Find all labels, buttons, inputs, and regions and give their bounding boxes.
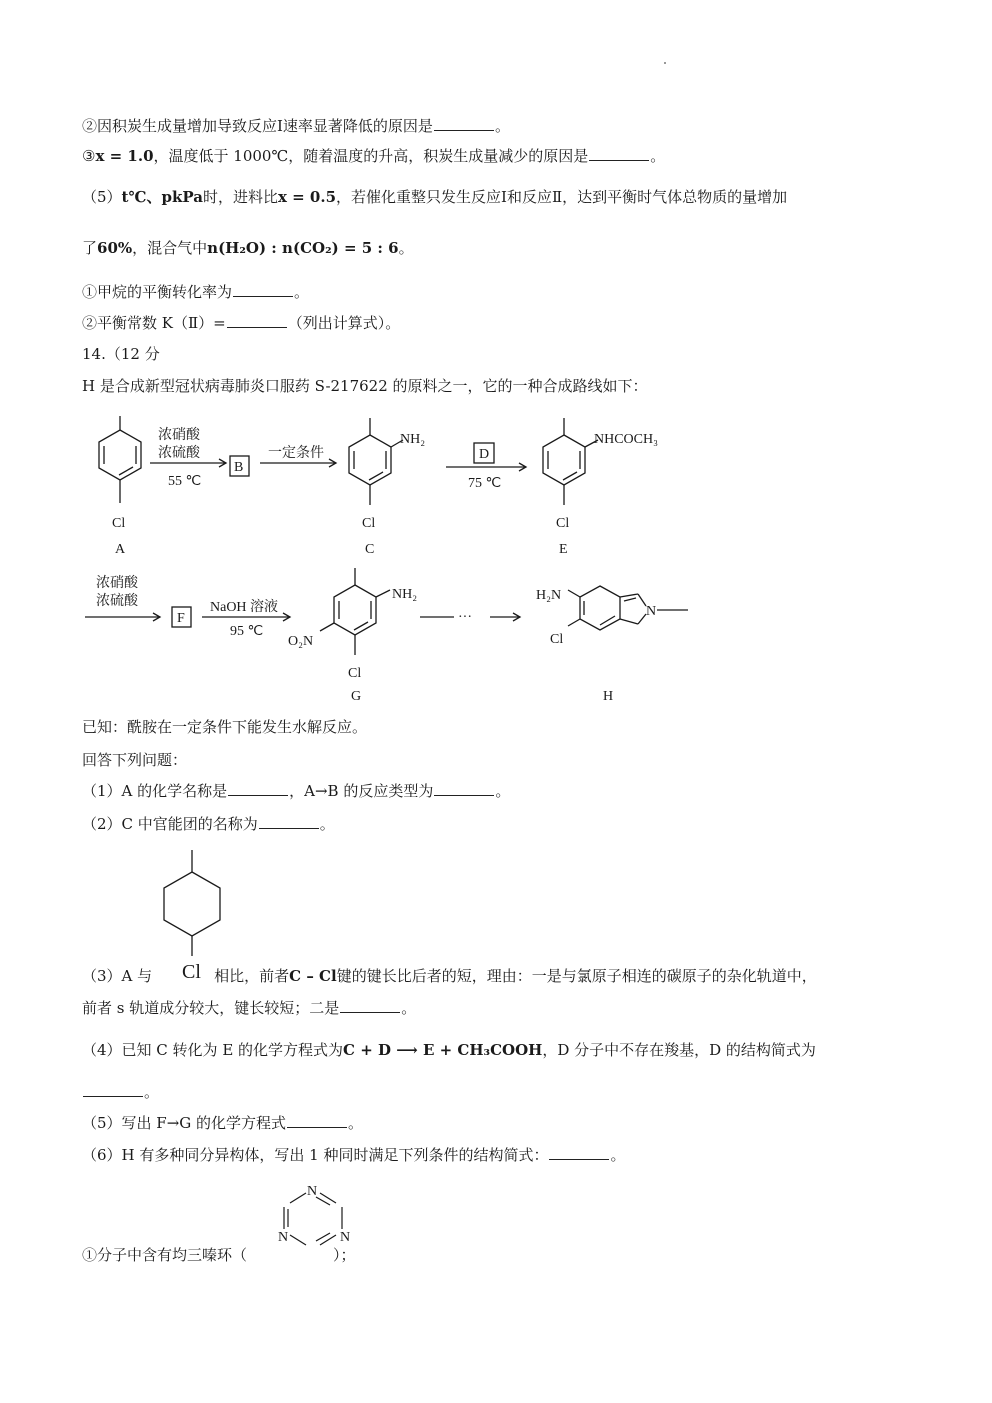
temp-95: 95 ℃ xyxy=(230,624,264,639)
g-nh2: NH₂ xyxy=(392,587,418,602)
q13-line2: ②因积炭生成量增加导致反应Ⅰ速率显著降低的原因是 。 xyxy=(82,117,510,135)
reagent-hno3: 浓硝酸 xyxy=(158,428,200,443)
q14-part2: （2）C 中官能团的名称为 。 xyxy=(82,815,335,833)
q13-line3: ③x = 1.0，温度低于 1000℃，随着温度的升高，积炭生成量减少的原因是 。 xyxy=(82,147,666,165)
molecule-e xyxy=(543,418,598,505)
answer-blank[interactable] xyxy=(228,781,288,796)
triazine-n-left: N xyxy=(278,1230,289,1245)
reagent-h2so4: 浓硫酸 xyxy=(158,446,200,461)
box-d-label: D xyxy=(479,447,490,462)
q14-cond1: ①分子中含有均三嗪环（ ）； xyxy=(82,1246,356,1264)
q14-part1: （1）A 的化学名称是 ，A→B 的反应类型为 。 xyxy=(82,782,511,800)
q14-part4: （4）已知 C 转化为 E 的化学方程式为C + D ⟶ E + CH₃COOH，D 分子中不存在羧基，D 的结构简式为 xyxy=(82,1041,816,1059)
scan-speck xyxy=(664,62,666,64)
answer-blank[interactable] xyxy=(259,814,319,829)
q13-part5-q2: ②平衡常数 K（Ⅱ）= （列出计算式）。 xyxy=(82,314,401,332)
synthesis-scheme xyxy=(80,405,720,705)
reagent-h2so4-2: 浓硫酸 xyxy=(96,594,138,609)
molecule-a xyxy=(99,416,141,503)
temp-55: 55 ℃ xyxy=(168,474,202,489)
label-g: G xyxy=(351,689,362,704)
c-cl: Cl xyxy=(362,516,376,531)
answer-blank[interactable] xyxy=(549,1145,609,1160)
q14-part5: （5）写出 F→G 的化学方程式 。 xyxy=(82,1114,364,1132)
answer-blank[interactable] xyxy=(340,998,400,1013)
label-e: E xyxy=(559,542,568,557)
cond-certain: 一定条件 xyxy=(268,446,324,461)
answer-blank[interactable] xyxy=(227,313,287,328)
answer-blank[interactable] xyxy=(434,116,494,131)
answer-blank[interactable] xyxy=(589,146,649,161)
naoh-solution: NaOH 溶液 xyxy=(210,600,279,615)
molecule-h xyxy=(568,586,688,630)
answer-blank[interactable] xyxy=(434,781,494,796)
q14-known: 已知：酰胺在一定条件下能发生水解反应。 xyxy=(82,718,368,736)
h-cl: Cl xyxy=(550,632,564,647)
label-c: C xyxy=(365,542,375,557)
q14-answer-prompt: 回答下列问题： xyxy=(82,751,188,769)
q14-part6: （6）H 有多种同分异构体，写出 1 种同时满足下列条件的结构简式： 。 xyxy=(82,1146,626,1164)
answer-blank[interactable] xyxy=(233,282,293,297)
e-nhcoch3: NHCOCH₃ xyxy=(594,432,658,447)
answer-blank[interactable] xyxy=(287,1113,347,1128)
triazine-n-right: N xyxy=(340,1230,351,1245)
q13-part5-cont: 了60%，混合气中n(H₂O) : n(CO₂) = 5 : 6。 xyxy=(82,239,414,257)
a-cl: Cl xyxy=(112,516,126,531)
h-n: N xyxy=(646,604,657,619)
temp-75: 75 ℃ xyxy=(468,476,502,491)
label-a: A xyxy=(115,542,126,557)
q13-part5: （5）t℃、pkPa时，进料比x = 0.5，若催化重整只发生反应Ⅰ和反应Ⅱ，达到平衡时气体总物质的量增加 xyxy=(82,188,788,206)
q14-part3: （3）A 与 相比，前者C – Cl键的键长比后者的短，理由：一是与氯原子相连的碳原子的杂化轨道中， xyxy=(82,967,817,985)
q14-part4-cont: 。 xyxy=(82,1082,159,1102)
q14-intro: H 是合成新型冠状病毒肺炎口服药 S-217622 的原料之一，它的一种合成路线如下： xyxy=(82,377,648,395)
box-b-label: B xyxy=(234,460,244,475)
box-f-label: F xyxy=(177,611,185,626)
e-cl: Cl xyxy=(556,516,570,531)
g-cl: Cl xyxy=(348,666,362,681)
triazine-ring-structure xyxy=(270,1175,360,1255)
answer-blank[interactable] xyxy=(83,1082,143,1097)
molecule-g xyxy=(320,568,390,655)
label-h: H xyxy=(603,689,614,704)
arrow-dots: ··· xyxy=(458,610,472,625)
q14-part3-cont: 前者 s 轨道成分较大，键长较短；二是 。 xyxy=(82,999,417,1017)
h-h2n: H₂N xyxy=(536,588,562,603)
molecule-c xyxy=(349,418,403,505)
chloro-label: Cl xyxy=(182,961,201,983)
g-o2n: O₂N xyxy=(288,634,314,649)
q14-header: 14.（12 分 xyxy=(82,345,160,363)
triazine-n-top: N xyxy=(307,1184,318,1199)
q13-part5-q1: ①甲烷的平衡转化率为 。 xyxy=(82,283,310,301)
c-nh2: NH₂ xyxy=(400,432,426,447)
reagent-hno3-2: 浓硝酸 xyxy=(96,576,138,591)
